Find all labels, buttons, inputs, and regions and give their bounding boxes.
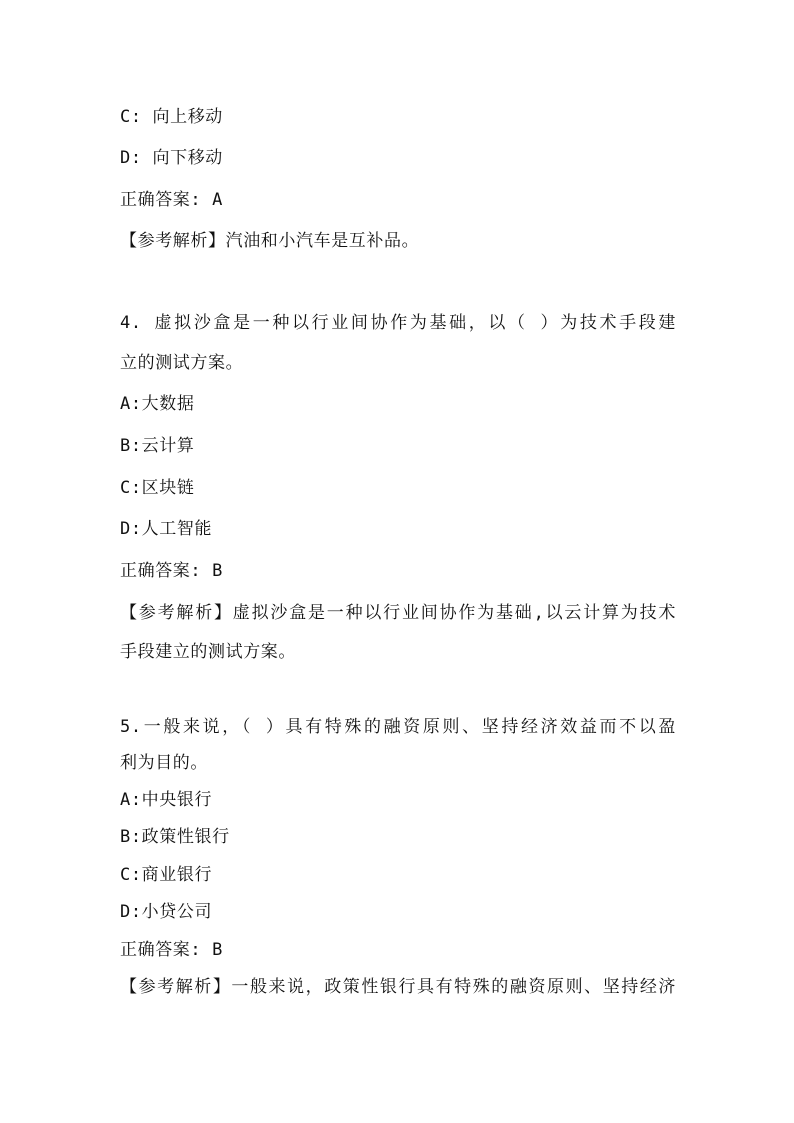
q5-option-c: C:商业银行 bbox=[120, 865, 213, 885]
q4-stem-line2: 立的测试方案。 bbox=[120, 353, 244, 373]
q3-explanation: 【参考解析】汽油和小汽车是互补品。 bbox=[120, 231, 420, 251]
q4-explanation-line2: 手段建立的测试方案。 bbox=[120, 642, 296, 662]
q4-option-c: C:区块链 bbox=[120, 478, 195, 498]
q3-option-c: C: 向上移动 bbox=[120, 107, 223, 127]
q3-option-d: D: 向下移动 bbox=[120, 148, 223, 168]
q4-option-a: A:大数据 bbox=[120, 394, 195, 414]
q5-stem-line2: 利为目的。 bbox=[120, 753, 208, 773]
q4-option-d: D:人工智能 bbox=[120, 519, 213, 539]
q4-answer: 正确答案: B bbox=[120, 561, 223, 581]
q5-option-a: A:中央银行 bbox=[120, 790, 213, 810]
q5-answer: 正确答案: B bbox=[120, 940, 223, 960]
q4-explanation-line1: 【参考解析】虚拟沙盒是一种以行业间协作为基础,以云计算为技术 bbox=[120, 603, 676, 623]
q5-stem-line1: 5.一般来说，（ ）具有特殊的融资原则、坚持经济效益而不以盈 bbox=[120, 717, 676, 737]
q5-explanation-line1: 【参考解析】一般来说，政策性银行具有特殊的融资原则、坚持经济 bbox=[120, 977, 676, 997]
q4-stem-line1: 4. 虚拟沙盒是一种以行业间协作为基础，以（ ）为技术手段建 bbox=[120, 313, 676, 333]
q5-option-d: D:小贷公司 bbox=[120, 902, 213, 922]
q4-option-b: B:云计算 bbox=[120, 436, 195, 456]
q5-option-b: B:政策性银行 bbox=[120, 827, 230, 847]
q3-answer: 正确答案: A bbox=[120, 190, 223, 210]
